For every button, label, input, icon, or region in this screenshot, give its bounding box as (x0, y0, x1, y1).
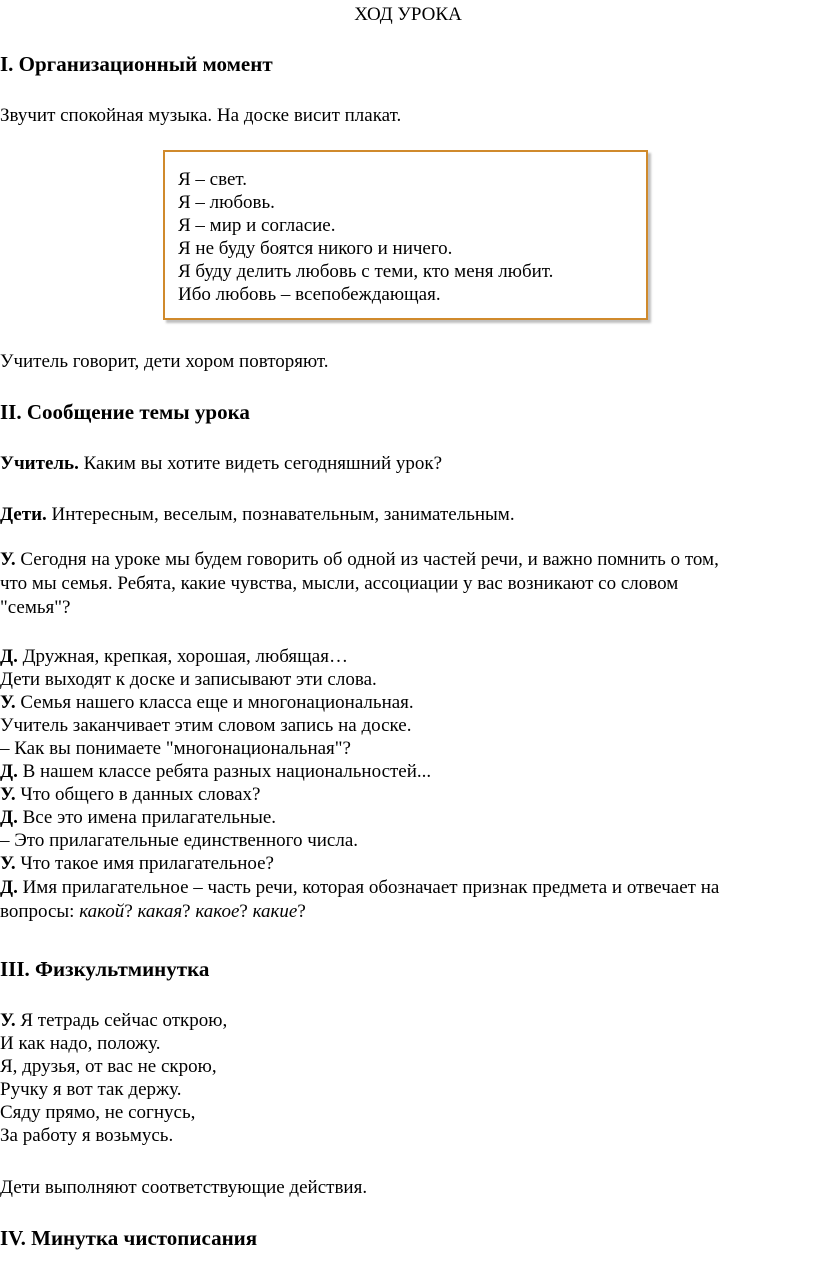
verse-line: Я, друзья, от вас не скрою, (0, 1056, 217, 1077)
speaker-label: У. (0, 692, 16, 713)
speaker-label: У. (0, 784, 16, 805)
poster-line: Я – мир и согласие. (178, 215, 336, 236)
utterance: Семья нашего класса еще и многонациональная. (15, 692, 414, 713)
utterance: Что такое имя прилагательное? (15, 853, 274, 874)
utterance: Дружная, крепкая, хорошая, любящая… (17, 646, 348, 667)
poster-line: Я буду делить любовь с теми, кто меня любит. (178, 261, 554, 282)
utterance: Я тетрадь сейчас открою, (15, 1010, 228, 1031)
dialogue-line (0, 806, 276, 829)
section-1-intro: Звучит спокойная музыка. На доске висит плакат. (0, 105, 402, 126)
document-title: ХОД УРОКА (354, 4, 462, 25)
teacher-paragraph-line: "семья"? (0, 597, 71, 618)
section-1-heading: I. Организационный момент (0, 52, 273, 76)
punctuation: ? (239, 901, 253, 922)
dialogue-line: Учитель заканчивает этим словом запись на доске. (0, 715, 412, 736)
poster-line: Я – любовь. (178, 192, 275, 213)
dialogue-line (0, 876, 719, 899)
utterance: В нашем классе ребята разных национальностей... (17, 761, 432, 782)
speaker-label: У. (0, 853, 16, 874)
question-word: какой (79, 901, 125, 922)
dialogue-line (0, 760, 431, 783)
punctuation: ? (182, 901, 196, 922)
poster-line: Я не буду боятся никого и ничего. (178, 238, 453, 259)
teacher-paragraph-line (0, 548, 719, 571)
verse-line: За работу я возьмусь. (0, 1125, 174, 1146)
poster-line: Ибо любовь – всепобеждающая. (178, 284, 441, 305)
utterance: Сегодня на уроке мы будем говорить об одной из частей речи, и важно помнить о том, (15, 549, 719, 570)
speaker-label: Д. (0, 807, 18, 828)
verse-line: Ручку я вот так держу. (0, 1079, 182, 1100)
speaker-label: У. (0, 549, 16, 570)
punctuation: ? (297, 901, 306, 922)
utterance: Имя прилагательное – часть речи, которая обозначает признак предмета и отвечает на (17, 877, 720, 898)
dialogue-line (0, 900, 306, 923)
section-3-after: Дети выполняют соответствующие действия. (0, 1177, 368, 1198)
teacher-paragraph-line: что мы семья. Ребята, какие чувства, мысли, ассоциации у вас возникают со словом (0, 573, 679, 594)
poster-line: Я – свет. (178, 169, 248, 190)
dialogue-line (0, 645, 348, 668)
children-answer (0, 503, 515, 526)
utterance: Все это имена прилагательные. (17, 807, 277, 828)
speaker-label: У. (0, 1010, 16, 1031)
verse-line: Сяду прямо, не согнусь, (0, 1102, 196, 1123)
utterance: вопросы: (0, 901, 80, 922)
speaker-label: Дети. (0, 504, 47, 525)
verse-line: И как надо, положу. (0, 1033, 161, 1054)
dialogue-line (0, 691, 414, 714)
utterance: Интересным, веселым, познавательным, занимательным. (46, 504, 515, 525)
section-4-heading: IV. Минутка чистописания (0, 1226, 258, 1250)
speaker-label: Д. (0, 646, 18, 667)
dialogue-line: – Как вы понимаете "многонациональная"? (0, 738, 351, 759)
section-3-heading: III. Физкультминутка (0, 957, 210, 981)
utterance: Каким вы хотите видеть сегодняшний урок? (78, 453, 443, 474)
poster-box (163, 150, 648, 320)
dialogue-line (0, 852, 274, 875)
verse-line (0, 1009, 227, 1032)
dialogue-line: Дети выходят к доске и записывают эти слова. (0, 669, 377, 690)
question-word: какое (195, 901, 240, 922)
teacher-question (0, 452, 442, 475)
dialogue-line: – Это прилагательные единственного числа. (0, 830, 359, 851)
question-word: какие (252, 901, 298, 922)
speaker-label: Учитель. (0, 453, 79, 474)
utterance: Что общего в данных словах? (15, 784, 261, 805)
dialogue-line (0, 783, 261, 806)
question-word: какая (137, 901, 183, 922)
speaker-label: Д. (0, 761, 18, 782)
speaker-label: Д. (0, 877, 18, 898)
section-1-after: Учитель говорит, дети хором повторяют. (0, 351, 329, 372)
section-2-heading: II. Сообщение темы урока (0, 400, 250, 424)
punctuation: ? (124, 901, 138, 922)
